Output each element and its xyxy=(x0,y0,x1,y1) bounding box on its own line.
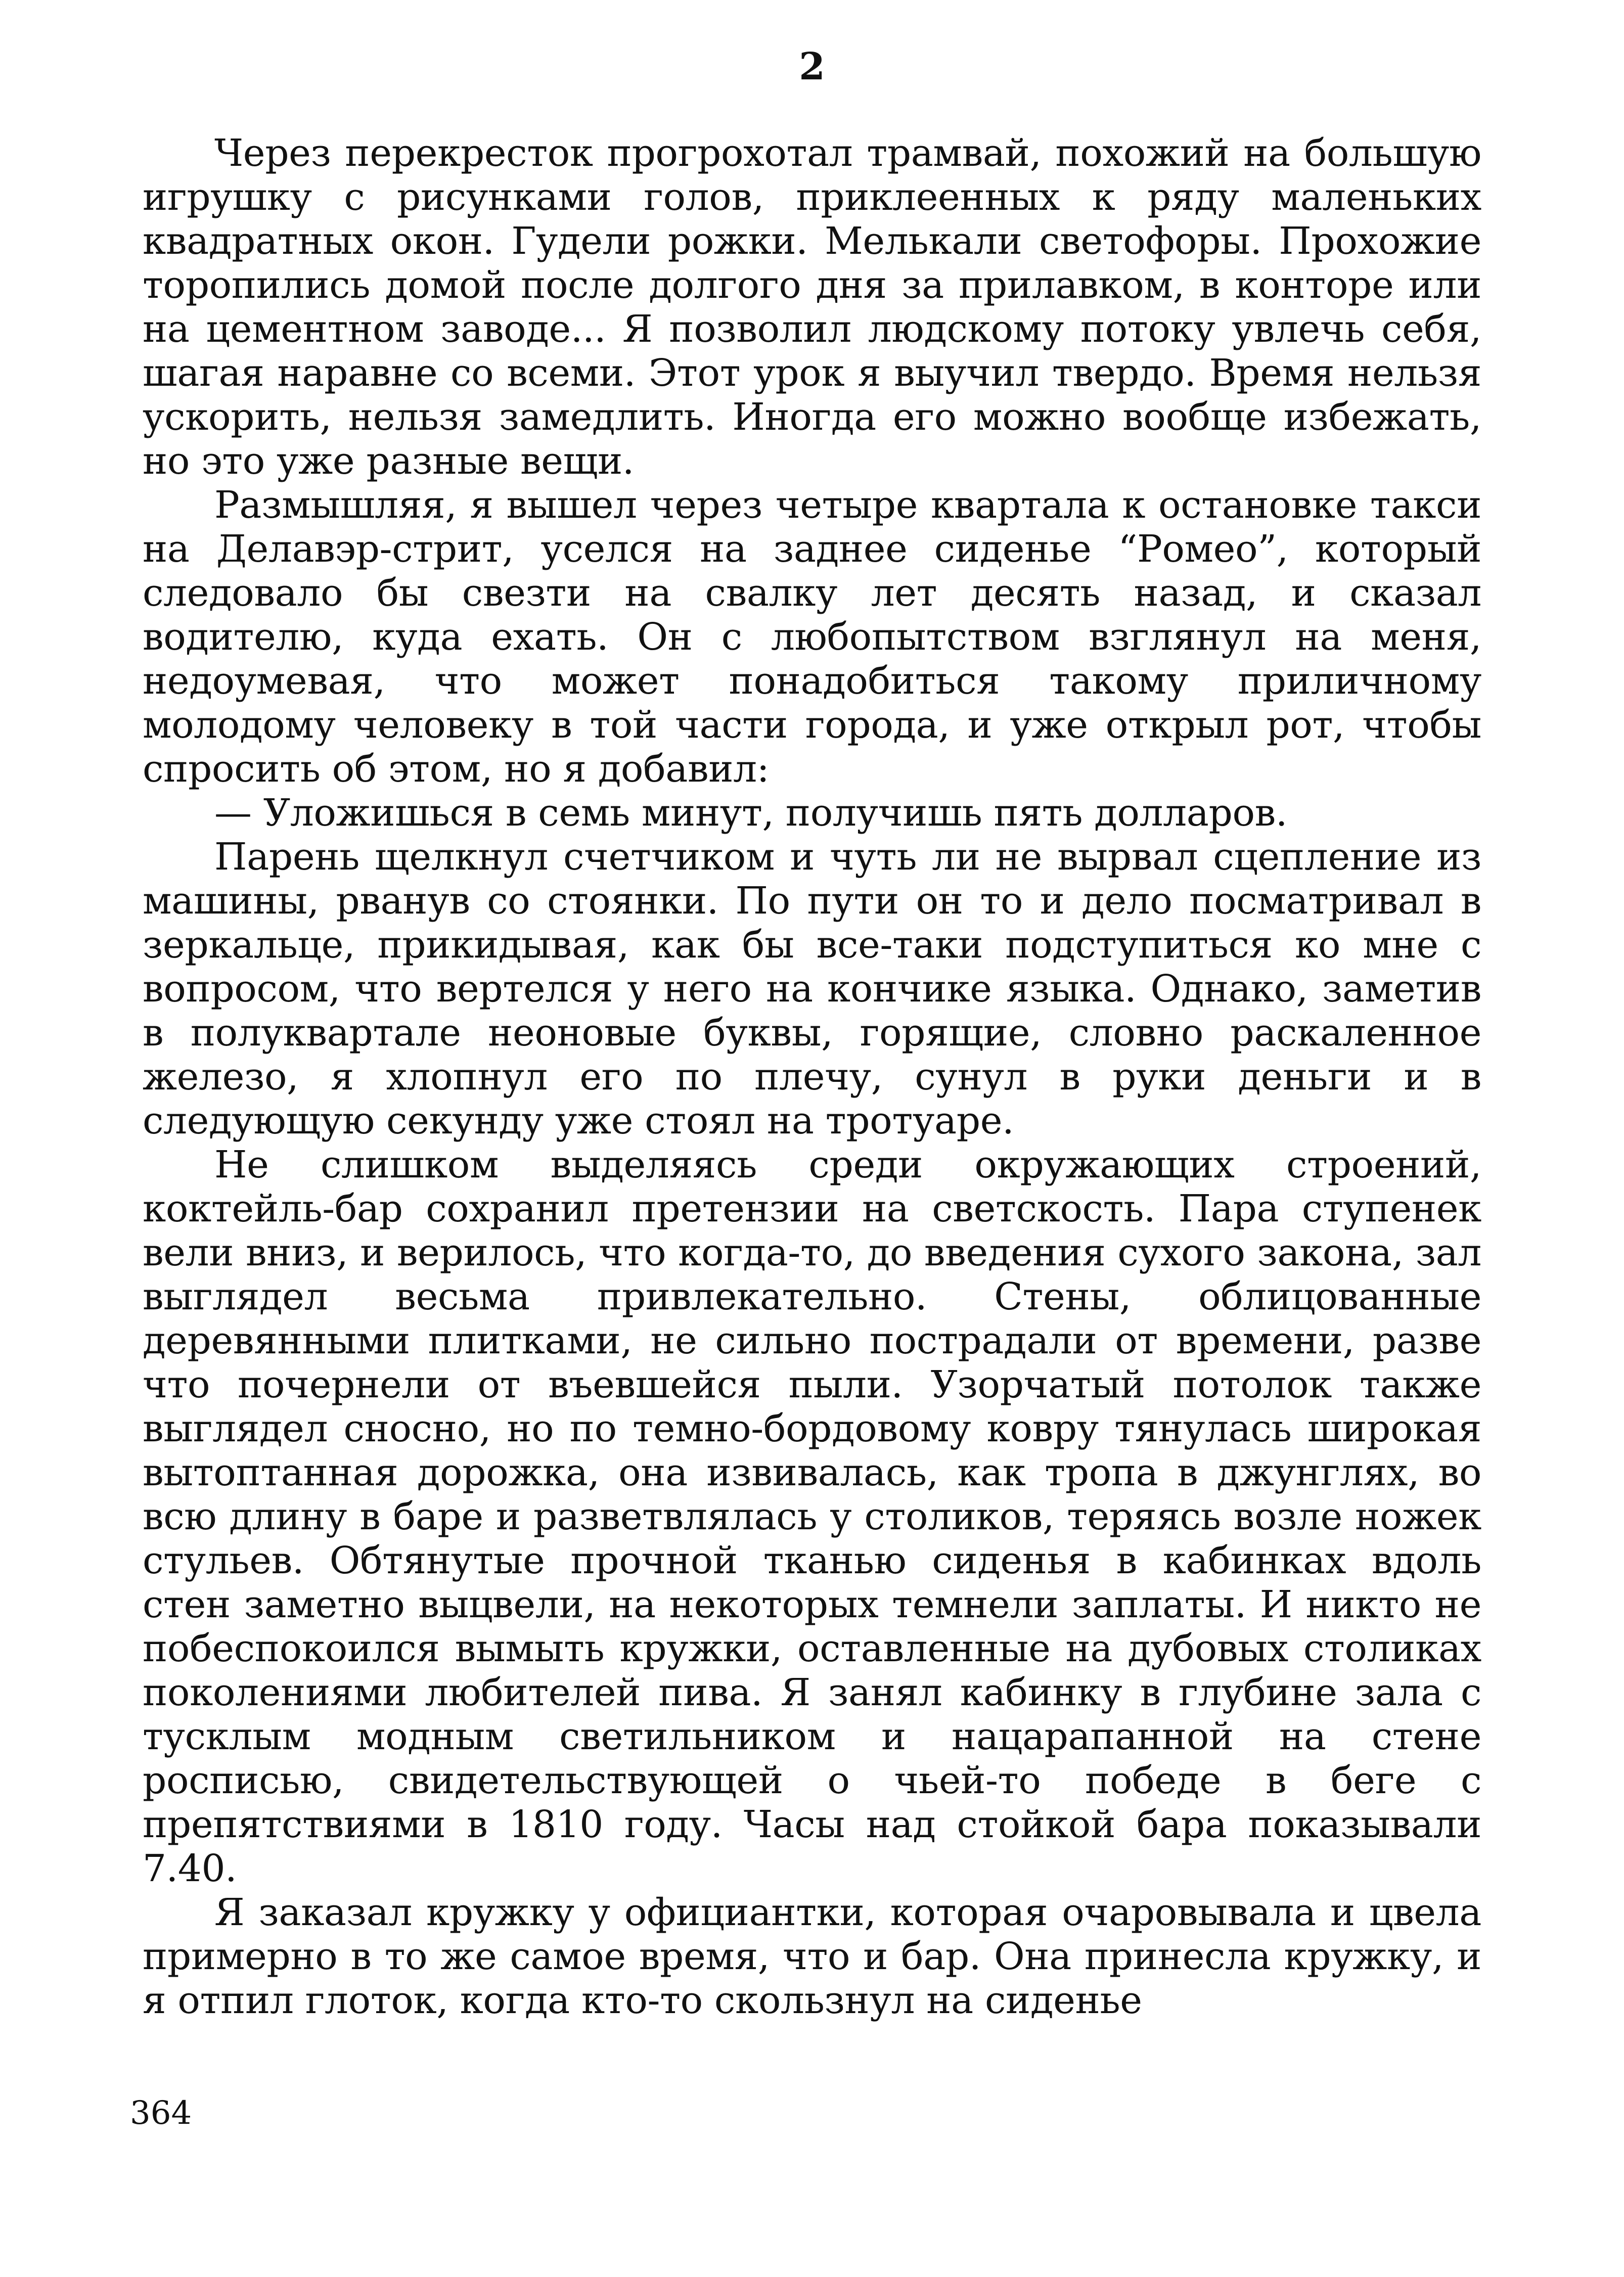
page-number: 364 xyxy=(130,2094,192,2132)
paragraph: Не слишком выделяясь среди окружающих строений, коктейль-бар сохранил претензии на светскость. Пара ступенек вели вниз, и верилось, что когда-то, до введения сухого закона, зал выглядел весьма привлекательно. Стены, облицованные деревянными плитками, не сильно пострадали от времени, разве что почернели от въевшейся пыли. Узорчатый потолок также выглядел сносно, но по темно-бордовому ковру тянулась широкая вытоптанная дорожка, она извивалась, как тропа в джунглях, во всю длину в баре и разветвлялась у столиков, теряясь возле ножек стульев. Обтянутые прочной тканью сиденья в кабинках вдоль стен заметно выцвели, на некоторых темнели заплаты. И никто не побеспокоился вымыть кружки, оставленные на дубовых столиках поколениями любителей пива. Я занял кабинку в глубине зала с тусклым модным светильником и нацарапанной на стене росписью, свидетельствующей о чьей-то победе в беге с препятствиями в 1810 году. Часы над стойкой бара показывали 7.40. xyxy=(143,1143,1481,1890)
paragraph: Я заказал кружку у официантки, которая очаровывала и цвела примерно в то же самое время, что и бар. Она принесла кружку, и я отпил глоток, когда кто-то скользнул на сиденье xyxy=(143,1891,1481,2022)
paragraph: Через перекресток прогрохотал трамвай, похожий на большую игрушку с рисунками голов, приклеенных к ряду маленьких квадратных окон. Гудели рожки. Мелькали светофоры. Прохожие торопились домой после долгого дня за прилавком, в конторе или на цементном заводе... Я позволил людскому потоку увлечь себя, шагая наравне со всеми. Этот урок я выучил твердо. Время нельзя ускорить, нельзя замедлить. Иногда его можно вообще избежать, но это уже разные вещи. xyxy=(143,131,1481,483)
dialogue-line: — Уложишься в семь минут, получишь пять долларов. xyxy=(214,791,1287,835)
chapter-number: 2 xyxy=(799,45,825,88)
paragraph: Размышляя, я вышел через четыре квартала к остановке такси на Делавэр-стрит, уселся на заднее сиденье “Ромео”, который следовало бы свезти на свалку лет десять назад, и сказал водителю, куда ехать. Он с любопытством взглянул на меня, недоумевая, что может понадобиться такому приличному молодому человеку в той части города, и уже открыл рот, чтобы спросить об этом, но я добавил: xyxy=(143,483,1481,791)
paragraph: Парень щелкнул счетчиком и чуть ли не вырвал сцепление из машины, рванув со стоянки. По пути он то и дело посматривал в зеркальце, прикидывая, как бы все-таки подступиться ко мне с вопросом, что вертелся у него на кончике языка. Однако, заметив в полуквартале неоновые буквы, горящие, словно раскаленное железо, я хлопнул его по плечу, сунул в руки деньги и в следующую секунду уже стоял на тротуаре. xyxy=(143,835,1481,1143)
body-text xyxy=(143,131,1481,2023)
